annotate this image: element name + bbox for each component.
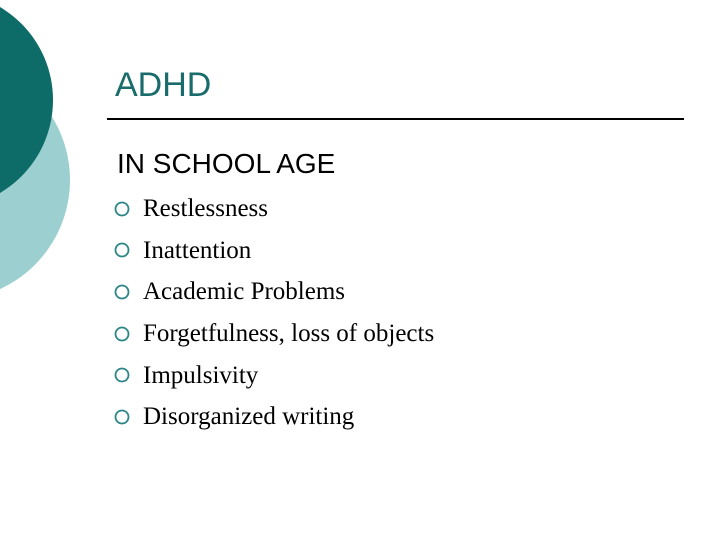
bullet-item [114, 188, 434, 230]
bullet-text: Restlessness [143, 195, 268, 223]
bullet-item [114, 396, 434, 438]
slide-subtitle: IN SCHOOL AGE [117, 148, 336, 179]
bullet-item [114, 271, 434, 313]
bullet-text: Impulsivity [143, 361, 259, 389]
bullet-text: Disorganized writing [143, 403, 355, 431]
hollow-circle-icon [114, 396, 132, 438]
slide-title: ADHD [115, 66, 212, 104]
bullet-text: Inattention [143, 236, 252, 264]
hollow-circle-icon [114, 230, 132, 272]
hollow-circle-icon [114, 313, 132, 355]
bullet-text: Academic Problems [143, 278, 346, 306]
hollow-circle-icon [114, 354, 132, 396]
title-divider [107, 118, 684, 120]
bullet-item [114, 354, 434, 396]
bullet-text: Forgetfulness, loss of objects [143, 320, 435, 348]
decorative-circles [0, 0, 80, 290]
bullet-item [114, 230, 434, 272]
bullet-item [114, 313, 434, 355]
bullet-list [114, 188, 434, 438]
hollow-circle-icon [114, 188, 132, 230]
hollow-circle-icon [114, 271, 132, 313]
